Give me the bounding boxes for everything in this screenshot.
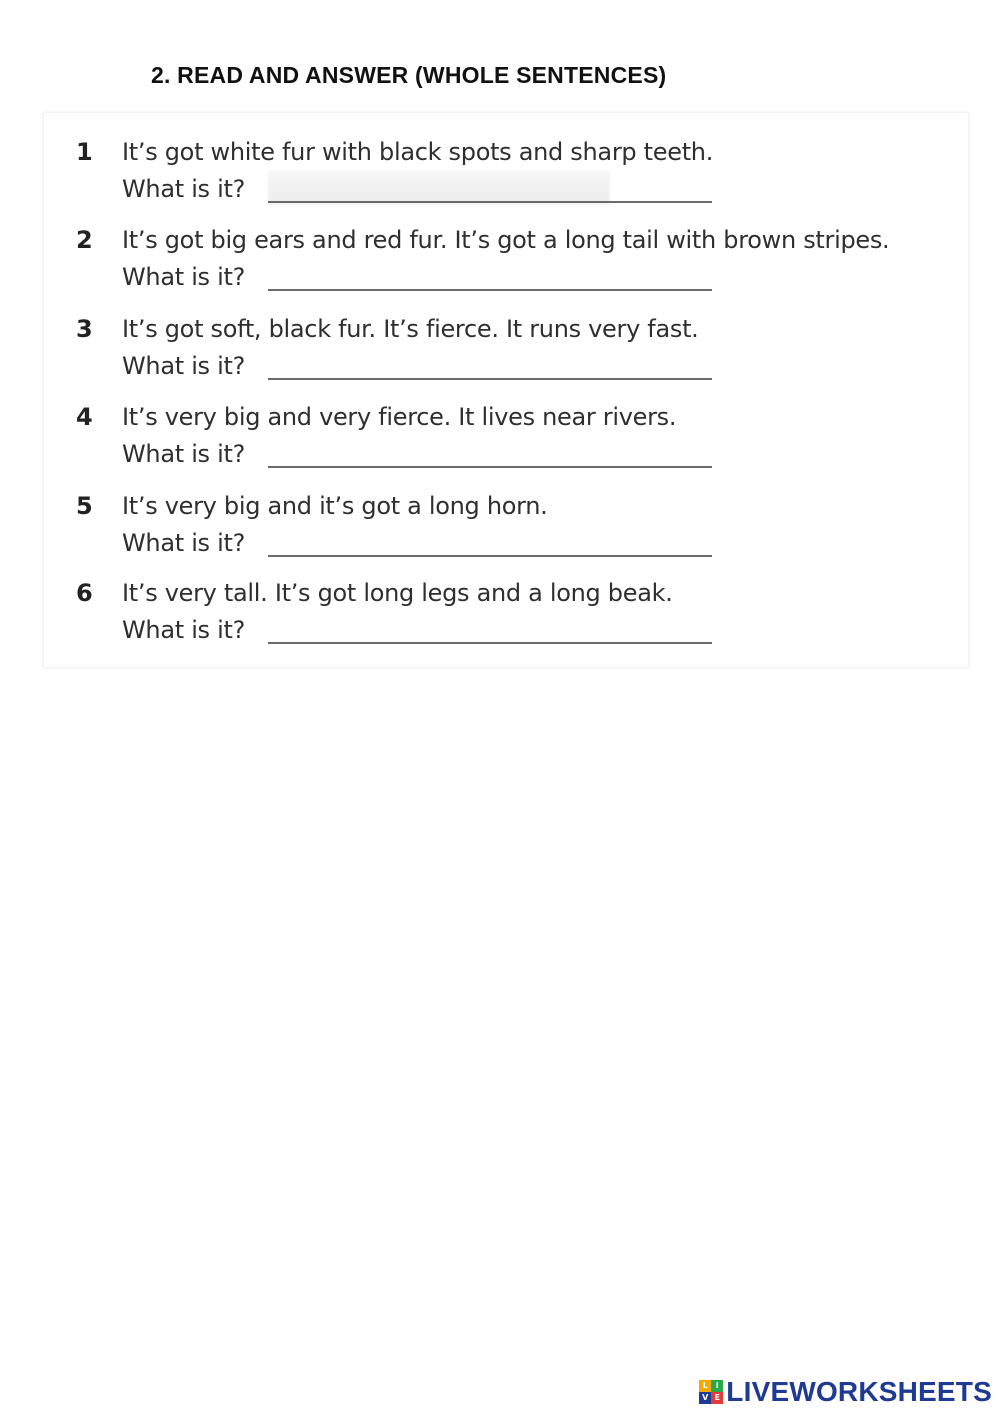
item-statement: It’s very big and it’s got a long horn. [122,492,548,520]
answer-field[interactable] [268,378,712,380]
exercise-item-4 [76,403,976,483]
answer-field[interactable] [268,201,712,203]
logo-mark-letter: L [699,1380,711,1392]
item-number: 4 [76,403,93,431]
item-statement: It’s very tall. It’s got long legs and a long beak. [122,579,673,607]
answer-field[interactable] [268,642,712,644]
logo-mark-letter: I [711,1380,723,1392]
answer-field[interactable] [268,289,712,291]
answer-field[interactable] [268,555,712,557]
question-row [122,529,722,559]
exercise-item-5 [76,492,976,572]
question-row [122,616,722,646]
question-row [122,175,722,205]
item-number: 5 [76,492,93,520]
exercise-item-6 [76,579,976,659]
logo-text: LIVEWORKSHEETS [726,1376,992,1407]
exercise-item-1 [76,138,976,218]
item-number: 1 [76,138,93,166]
logo-mark-letter: V [699,1392,711,1404]
question-row [122,352,722,382]
item-statement: It’s got soft, black fur. It’s fierce. It runs very fast. [122,315,699,343]
item-number: 3 [76,315,93,343]
question-label: What is it? [122,440,246,468]
question-row [122,440,722,470]
question-label: What is it? [122,529,246,557]
question-label: What is it? [122,616,246,644]
answer-field[interactable] [268,466,712,468]
question-label: What is it? [122,352,246,380]
liveworksheets-logo[interactable] [699,1376,992,1408]
item-statement: It’s got big ears and red fur. It’s got a long tail with brown stripes. [122,226,890,254]
exercise-item-2 [76,226,976,306]
worksheet-title: 2. READ AND ANSWER (WHOLE SENTENCES) [151,62,667,88]
question-row [122,263,722,293]
item-number: 2 [76,226,93,254]
question-label: What is it? [122,175,246,203]
logo-mark-letter: E [711,1392,723,1404]
exercise-item-3 [76,315,976,395]
item-statement: It’s very big and very fierce. It lives near rivers. [122,403,677,431]
item-number: 6 [76,579,93,607]
liveworksheets-logo-icon [699,1380,723,1404]
item-statement: It’s got white fur with black spots and sharp teeth. [122,138,714,166]
question-label: What is it? [122,263,246,291]
